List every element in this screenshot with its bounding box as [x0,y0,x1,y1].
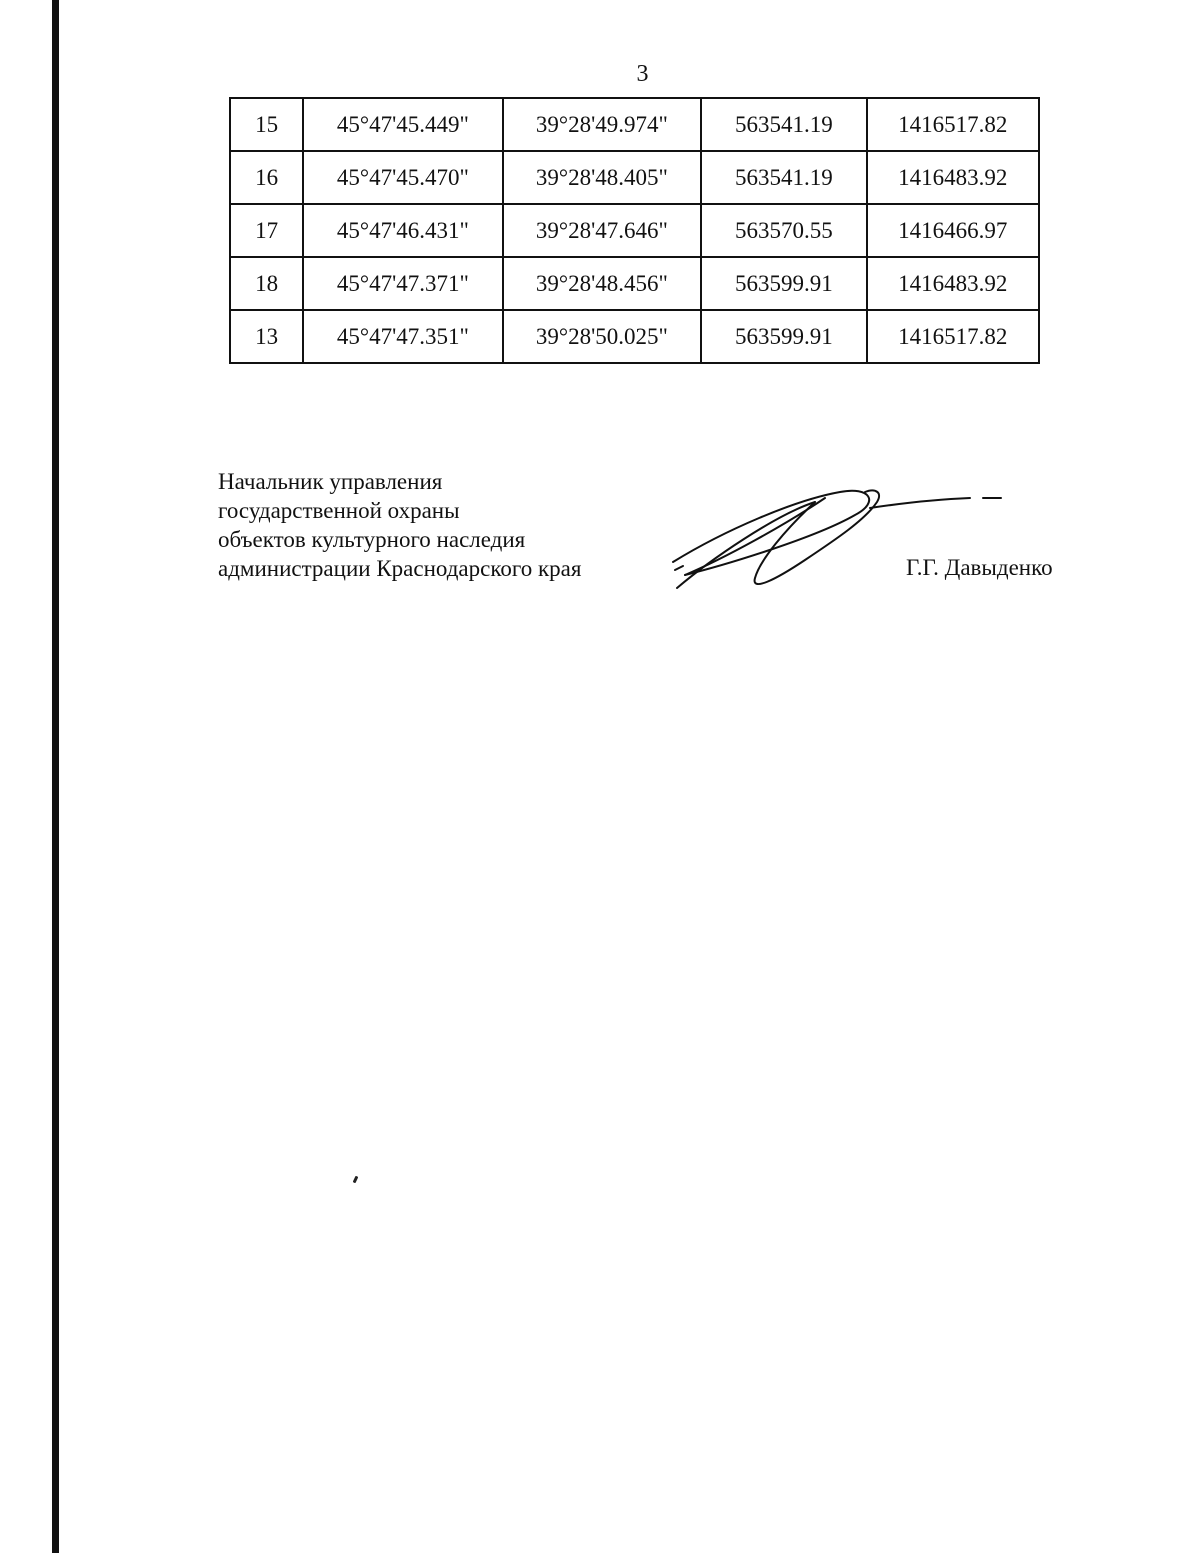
position-line: государственной охраны [218,498,460,523]
position-line: Начальник управления [218,469,443,494]
coordinates-table [229,97,1040,364]
point-number-cell: 13 [230,310,303,363]
table-row [230,151,1039,204]
signatory-position [218,467,581,583]
longitude-cell: 39°28'47.646" [503,204,701,257]
x-coordinate-cell: 563541.19 [701,98,866,151]
y-coordinate-cell: 1416466.97 [867,204,1039,257]
y-coordinate-cell: 1416517.82 [867,98,1039,151]
point-number-cell: 15 [230,98,303,151]
page-number: 3 [636,61,649,87]
longitude-cell: 39°28'50.025" [503,310,701,363]
longitude-cell: 39°28'49.974" [503,98,701,151]
point-number-cell: 18 [230,257,303,310]
y-coordinate-cell: 1416517.82 [867,310,1039,363]
x-coordinate-cell: 563599.91 [701,257,866,310]
x-coordinate-cell: 563541.19 [701,151,866,204]
table-row [230,204,1039,257]
point-number-cell: 16 [230,151,303,204]
x-coordinate-cell: 563570.55 [701,204,866,257]
position-line: администрации Краснодарского края [218,556,582,581]
latitude-cell: 45°47'45.449" [303,98,502,151]
position-line: объектов культурного наследия [218,527,526,552]
longitude-cell: 39°28'48.456" [503,257,701,310]
page-left-border [52,0,59,1553]
latitude-cell: 45°47'46.431" [303,204,502,257]
table-row [230,257,1039,310]
longitude-cell: 39°28'48.405" [503,151,701,204]
latitude-cell: 45°47'45.470" [303,151,502,204]
signer-name: Г.Г. Давыденко [906,555,1053,580]
scan-artifact [353,1176,359,1184]
table-row [230,98,1039,151]
latitude-cell: 45°47'47.351" [303,310,502,363]
latitude-cell: 45°47'47.371" [303,257,502,310]
y-coordinate-cell: 1416483.92 [867,151,1039,204]
y-coordinate-cell: 1416483.92 [867,257,1039,310]
point-number-cell: 17 [230,204,303,257]
table-row [230,310,1039,363]
x-coordinate-cell: 563599.91 [701,310,866,363]
